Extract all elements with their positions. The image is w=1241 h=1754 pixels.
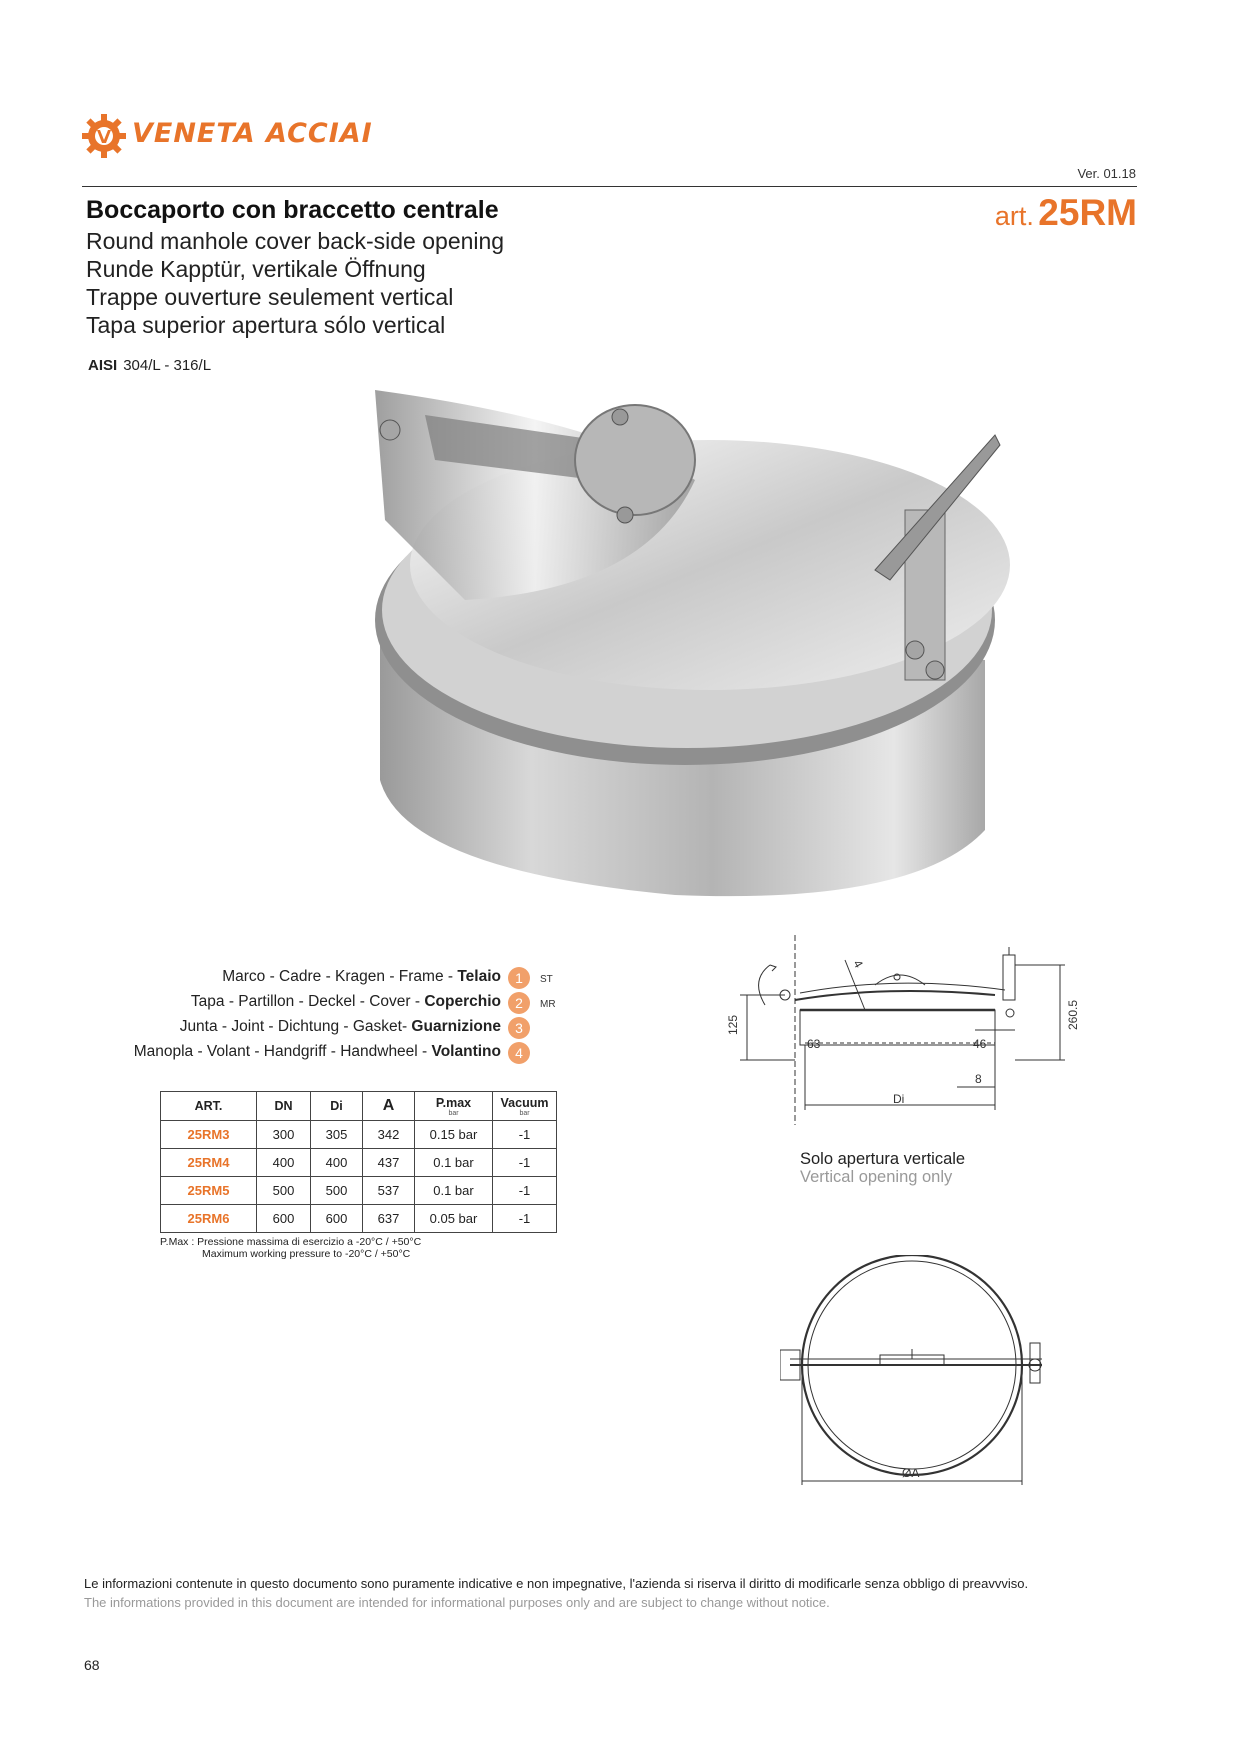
product-title-en: Round manhole cover back-side opening — [86, 228, 505, 254]
table-header-row — [161, 1092, 557, 1121]
material-value: 304/L - 316/L — [123, 357, 212, 374]
col-header-pmax: P.max bar — [415, 1092, 493, 1121]
dim-4: 4 — [850, 957, 866, 971]
disclaimer-it: Le informazioni contenute in questo documento sono puramente indicative e non impegnative, l'azienda si riserva il diritto di modificarle senza obbligo di preavvviso. — [84, 1576, 1029, 1591]
brand-name: VENETA ACCIAI — [132, 118, 373, 149]
side-view-drawing — [725, 935, 1125, 1125]
product-title-es: Tapa superior apertura sólo vertical — [86, 312, 446, 338]
table-row: 25RM5 500 500 537 0.1 bar -1 — [161, 1177, 557, 1205]
part-2-label: Tapa - Partillon - Deckel - Cover - Coperchio — [190, 993, 501, 1010]
dim-125: 125 — [726, 1014, 740, 1035]
drawing-caption-en: Vertical opening only — [800, 1168, 953, 1186]
dim-63: 63 — [807, 1037, 821, 1051]
dim-diameter-a: ØA — [902, 1466, 920, 1480]
header-divider — [82, 186, 1137, 187]
part-2-badge: 2 — [508, 992, 530, 1014]
top-view-drawing — [780, 1255, 1060, 1495]
col-header-vacuum: Vacuum bar — [493, 1092, 557, 1121]
pressure-note: P.Max : Pressione massima di esercizio a -20°C / +50°C Maximum working pressure to -20°C / +50°C — [160, 1236, 422, 1260]
col-header-art: ART. — [161, 1092, 257, 1121]
part-1-label: Marco - Cadre - Kragen - Frame - Telaio — [222, 968, 501, 985]
article-number — [995, 192, 1137, 234]
dim-260: 260.5 — [1066, 999, 1080, 1030]
part-1-badge: 1 — [508, 967, 530, 989]
dim-8: 8 — [975, 1072, 982, 1086]
part-2-code: MR — [540, 999, 556, 1010]
product-title: Boccaporto con braccetto centrale — [86, 196, 499, 224]
document-version: Ver. 01.18 — [1077, 166, 1136, 181]
col-header-a: A — [363, 1092, 415, 1121]
table-row: 25RM4 400 400 437 0.1 bar -1 — [161, 1149, 557, 1177]
product-photo — [345, 360, 1135, 920]
dim-46: 46 — [973, 1037, 987, 1051]
article-code: 25RM — [1038, 192, 1137, 233]
page-number: 68 — [84, 1657, 100, 1673]
table-row: 25RM6 600 600 637 0.05 bar -1 — [161, 1205, 557, 1233]
part-4-badge: 4 — [508, 1042, 530, 1064]
spec-table — [160, 1091, 557, 1233]
disclaimer-en: The informations provided in this document are intended for informational purposes only and are subject to change without notice. — [84, 1595, 830, 1610]
product-title-de: Runde Kapptür, vertikale Öffnung — [86, 256, 426, 282]
part-3-badge: 3 — [508, 1017, 530, 1039]
part-3-label: Junta - Joint - Dichtung - Gasket- Guarnizione — [179, 1018, 501, 1035]
table-row: 25RM3 300 305 342 0.15 bar -1 — [161, 1121, 557, 1149]
material-label: AISI — [88, 357, 118, 374]
dim-di: Di — [893, 1092, 905, 1106]
col-header-di: Di — [311, 1092, 363, 1121]
product-title-fr: Trappe ouverture seulement vertical — [86, 284, 454, 310]
part-1-code: ST — [540, 974, 553, 985]
drawing-caption-it: Solo apertura verticale — [800, 1150, 966, 1168]
article-prefix: art. — [994, 201, 1034, 231]
part-4-label: Manopla - Volant - Handgriff - Handwheel - Volantino — [133, 1043, 501, 1060]
material-spec — [88, 357, 211, 374]
col-header-dn: DN — [257, 1092, 311, 1121]
